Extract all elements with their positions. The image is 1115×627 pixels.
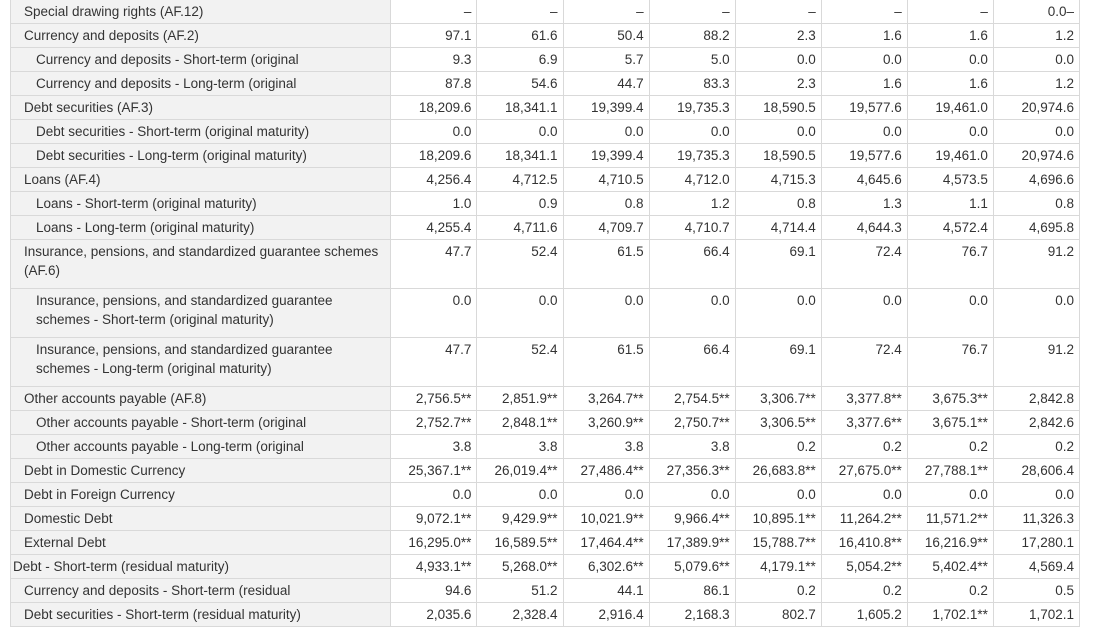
- value-cell: 19,735.3: [649, 144, 735, 168]
- value-cell: 0.0: [735, 289, 821, 338]
- value-cell: 27,486.4**: [563, 459, 649, 483]
- value-cell: 16,295.0**: [391, 531, 477, 555]
- value-cell: 0.0: [993, 289, 1079, 338]
- value-cell: 0.0: [735, 120, 821, 144]
- value-cell: 2,842.8: [993, 387, 1079, 411]
- row-label: Debt securities (AF.3): [11, 96, 391, 120]
- value-cell: 0.0: [907, 48, 993, 72]
- value-cell: 0.0: [907, 289, 993, 338]
- table-row: [11, 72, 1080, 96]
- value-cell: 3,260.9**: [563, 411, 649, 435]
- row-label: Insurance, pensions, and standardized guarantee schemes (AF.6): [11, 240, 391, 289]
- value-cell: 2,916.4: [563, 603, 649, 627]
- table-row: [11, 96, 1080, 120]
- value-cell: 802.7: [735, 603, 821, 627]
- value-cell: 16,589.5**: [477, 531, 563, 555]
- value-cell: –: [907, 0, 993, 24]
- value-cell: 9,966.4**: [649, 507, 735, 531]
- value-cell: 5.7: [563, 48, 649, 72]
- value-cell: 86.1: [649, 579, 735, 603]
- value-cell: 19,461.0: [907, 144, 993, 168]
- value-cell: 16,216.9**: [907, 531, 993, 555]
- value-cell: 19,577.6: [821, 144, 907, 168]
- value-cell: 0.2: [907, 435, 993, 459]
- value-cell: 11,571.2**: [907, 507, 993, 531]
- value-cell: 6.9: [477, 48, 563, 72]
- value-cell: 1.6: [907, 24, 993, 48]
- value-cell: 0.0: [821, 483, 907, 507]
- value-cell: 76.7: [907, 240, 993, 289]
- value-cell: –: [821, 0, 907, 24]
- value-cell: 1.6: [821, 72, 907, 96]
- row-label: Other accounts payable - Long-term (original: [11, 435, 391, 459]
- value-cell: 2,842.6: [993, 411, 1079, 435]
- value-cell: –: [563, 0, 649, 24]
- value-cell: 0.0: [821, 289, 907, 338]
- value-cell: 51.2: [477, 579, 563, 603]
- value-cell: 4,714.4: [735, 216, 821, 240]
- value-cell: 0.0: [649, 289, 735, 338]
- value-cell: 26,683.8**: [735, 459, 821, 483]
- value-cell: 4,255.4: [391, 216, 477, 240]
- value-cell: 0.5: [993, 579, 1079, 603]
- value-cell: 69.1: [735, 338, 821, 387]
- row-label: Other accounts payable - Short-term (original: [11, 411, 391, 435]
- value-cell: 66.4: [649, 338, 735, 387]
- value-cell: 50.4: [563, 24, 649, 48]
- value-cell: 3,377.6**: [821, 411, 907, 435]
- value-cell: 27,356.3**: [649, 459, 735, 483]
- value-cell: 44.1: [563, 579, 649, 603]
- table-row: [11, 0, 1080, 24]
- row-label: Special drawing rights (AF.12): [11, 0, 391, 24]
- value-cell: 0.8: [735, 192, 821, 216]
- value-cell: 2,756.5**: [391, 387, 477, 411]
- table-row: [11, 338, 1080, 387]
- value-cell: 1,605.2: [821, 603, 907, 627]
- value-cell: 11,264.2**: [821, 507, 907, 531]
- value-cell: 61.5: [563, 338, 649, 387]
- value-cell: 4,696.6: [993, 168, 1079, 192]
- value-cell: 1.0: [391, 192, 477, 216]
- value-cell: 0.2: [735, 435, 821, 459]
- value-cell: 4,709.7: [563, 216, 649, 240]
- row-label: Loans - Short-term (original maturity): [11, 192, 391, 216]
- value-cell: 0.0: [391, 120, 477, 144]
- value-cell: 44.7: [563, 72, 649, 96]
- value-cell: 4,569.4: [993, 555, 1079, 579]
- row-label: Debt in Domestic Currency: [11, 459, 391, 483]
- value-cell: 61.6: [477, 24, 563, 48]
- value-cell: 1,702.1**: [907, 603, 993, 627]
- value-cell: 0.2: [993, 435, 1079, 459]
- row-label: Loans - Long-term (original maturity): [11, 216, 391, 240]
- value-cell: 11,326.3: [993, 507, 1079, 531]
- table-row: [11, 579, 1080, 603]
- value-cell: 16,410.8**: [821, 531, 907, 555]
- value-cell: 91.2: [993, 338, 1079, 387]
- value-cell: 0.0: [391, 289, 477, 338]
- table-row: [11, 435, 1080, 459]
- value-cell: 0.0: [735, 483, 821, 507]
- row-label: Insurance, pensions, and standardized guarantee schemes - Short-term (original maturity): [11, 289, 391, 338]
- value-cell: 4,645.6: [821, 168, 907, 192]
- value-cell: 4,710.5: [563, 168, 649, 192]
- debt-data-table: [10, 0, 1080, 627]
- value-cell: 0.0: [477, 289, 563, 338]
- value-cell: 1.2: [993, 72, 1079, 96]
- value-cell: 3.8: [391, 435, 477, 459]
- value-cell: 5,054.2**: [821, 555, 907, 579]
- value-cell: 0.0: [993, 483, 1079, 507]
- value-cell: 4,695.8: [993, 216, 1079, 240]
- row-label: Loans (AF.4): [11, 168, 391, 192]
- value-cell: 3.8: [477, 435, 563, 459]
- value-cell: 18,341.1: [477, 96, 563, 120]
- value-cell: 20,974.6: [993, 144, 1079, 168]
- value-cell: 0.0: [563, 120, 649, 144]
- value-cell: 1.1: [907, 192, 993, 216]
- value-cell: 0.0: [649, 483, 735, 507]
- table-row: [11, 507, 1080, 531]
- value-cell: 66.4: [649, 240, 735, 289]
- value-cell: 0.8: [563, 192, 649, 216]
- value-cell: 6,302.6**: [563, 555, 649, 579]
- table-row: [11, 168, 1080, 192]
- value-cell: 52.4: [477, 240, 563, 289]
- table-row: [11, 289, 1080, 338]
- value-cell: 83.3: [649, 72, 735, 96]
- value-cell: 19,399.4: [563, 96, 649, 120]
- value-cell: 1.2: [649, 192, 735, 216]
- debt-table-body: [11, 0, 1080, 627]
- value-cell: 4,179.1**: [735, 555, 821, 579]
- table-row: [11, 192, 1080, 216]
- row-label: Currency and deposits - Short-term (original: [11, 48, 391, 72]
- value-cell: 18,590.5: [735, 144, 821, 168]
- value-cell: 0.8: [993, 192, 1079, 216]
- value-cell: 2,750.7**: [649, 411, 735, 435]
- value-cell: 5,268.0**: [477, 555, 563, 579]
- value-cell: 2,754.5**: [649, 387, 735, 411]
- value-cell: 4,933.1**: [391, 555, 477, 579]
- value-cell: 3,675.1**: [907, 411, 993, 435]
- row-label: Debt securities - Short-term (residual maturity): [11, 603, 391, 627]
- value-cell: 54.6: [477, 72, 563, 96]
- value-cell: 4,573.5: [907, 168, 993, 192]
- value-cell: 3,675.3**: [907, 387, 993, 411]
- value-cell: –: [649, 0, 735, 24]
- table-row: [11, 48, 1080, 72]
- table-row: [11, 120, 1080, 144]
- value-cell: 17,280.1: [993, 531, 1079, 555]
- row-label: Domestic Debt: [11, 507, 391, 531]
- table-row: [11, 216, 1080, 240]
- value-cell: 88.2: [649, 24, 735, 48]
- value-cell: 25,367.1**: [391, 459, 477, 483]
- row-label: External Debt: [11, 531, 391, 555]
- value-cell: 26,019.4**: [477, 459, 563, 483]
- value-cell: 4,712.5: [477, 168, 563, 192]
- value-cell: 1.3: [821, 192, 907, 216]
- table-row: [11, 240, 1080, 289]
- value-cell: 0.0: [821, 48, 907, 72]
- value-cell: 9,429.9**: [477, 507, 563, 531]
- value-cell: 0.0–: [993, 0, 1079, 24]
- value-cell: 9.3: [391, 48, 477, 72]
- value-cell: 91.2: [993, 240, 1079, 289]
- value-cell: 2,035.6: [391, 603, 477, 627]
- value-cell: 10,021.9**: [563, 507, 649, 531]
- value-cell: 0.0: [735, 48, 821, 72]
- value-cell: 0.2: [821, 579, 907, 603]
- value-cell: 0.2: [907, 579, 993, 603]
- row-label: Insurance, pensions, and standardized guarantee schemes - Long-term (original maturity): [11, 338, 391, 387]
- row-label: Debt - Short-term (residual maturity): [11, 555, 391, 579]
- value-cell: 5,402.4**: [907, 555, 993, 579]
- value-cell: 1.2: [993, 24, 1079, 48]
- value-cell: 0.0: [993, 120, 1079, 144]
- value-cell: 5.0: [649, 48, 735, 72]
- value-cell: 2,752.7**: [391, 411, 477, 435]
- value-cell: 19,735.3: [649, 96, 735, 120]
- value-cell: 47.7: [391, 338, 477, 387]
- row-label: Currency and deposits (AF.2): [11, 24, 391, 48]
- value-cell: 19,577.6: [821, 96, 907, 120]
- value-cell: –: [735, 0, 821, 24]
- value-cell: 0.0: [821, 120, 907, 144]
- table-row: [11, 411, 1080, 435]
- value-cell: 0.0: [391, 483, 477, 507]
- value-cell: 97.1: [391, 24, 477, 48]
- table-row: [11, 603, 1080, 627]
- value-cell: 0.0: [649, 120, 735, 144]
- table-row: [11, 24, 1080, 48]
- value-cell: 94.6: [391, 579, 477, 603]
- value-cell: 3,377.8**: [821, 387, 907, 411]
- value-cell: –: [391, 0, 477, 24]
- value-cell: –: [477, 0, 563, 24]
- value-cell: 0.2: [735, 579, 821, 603]
- row-label: Currency and deposits - Short-term (residual: [11, 579, 391, 603]
- value-cell: 2,848.1**: [477, 411, 563, 435]
- value-cell: 17,389.9**: [649, 531, 735, 555]
- value-cell: 72.4: [821, 338, 907, 387]
- value-cell: 0.2: [821, 435, 907, 459]
- row-label: Currency and deposits - Long-term (original: [11, 72, 391, 96]
- value-cell: 4,711.6: [477, 216, 563, 240]
- value-cell: 10,895.1**: [735, 507, 821, 531]
- value-cell: 15,788.7**: [735, 531, 821, 555]
- row-label: Debt securities - Long-term (original maturity): [11, 144, 391, 168]
- value-cell: 9,072.1**: [391, 507, 477, 531]
- value-cell: 76.7: [907, 338, 993, 387]
- row-label: Other accounts payable (AF.8): [11, 387, 391, 411]
- value-cell: 17,464.4**: [563, 531, 649, 555]
- value-cell: 5,079.6**: [649, 555, 735, 579]
- value-cell: 27,788.1**: [907, 459, 993, 483]
- value-cell: 87.8: [391, 72, 477, 96]
- value-cell: 69.1: [735, 240, 821, 289]
- table-row: [11, 459, 1080, 483]
- row-label: Debt securities - Short-term (original maturity): [11, 120, 391, 144]
- value-cell: 2.3: [735, 24, 821, 48]
- value-cell: 4,572.4: [907, 216, 993, 240]
- value-cell: 1.6: [907, 72, 993, 96]
- value-cell: 4,715.3: [735, 168, 821, 192]
- value-cell: 18,209.6: [391, 144, 477, 168]
- value-cell: 0.0: [907, 483, 993, 507]
- table-row: [11, 555, 1080, 579]
- value-cell: 3,306.7**: [735, 387, 821, 411]
- value-cell: 61.5: [563, 240, 649, 289]
- table-row: [11, 144, 1080, 168]
- table-row: [11, 483, 1080, 507]
- value-cell: 3.8: [649, 435, 735, 459]
- value-cell: 4,710.7: [649, 216, 735, 240]
- value-cell: 19,461.0: [907, 96, 993, 120]
- value-cell: 0.0: [563, 483, 649, 507]
- value-cell: 0.0: [993, 48, 1079, 72]
- value-cell: 3.8: [563, 435, 649, 459]
- value-cell: 2,168.3: [649, 603, 735, 627]
- value-cell: 4,712.0: [649, 168, 735, 192]
- value-cell: 1,702.1: [993, 603, 1079, 627]
- value-cell: 18,341.1: [477, 144, 563, 168]
- value-cell: 18,209.6: [391, 96, 477, 120]
- value-cell: 0.0: [907, 120, 993, 144]
- value-cell: 20,974.6: [993, 96, 1079, 120]
- value-cell: 4,644.3: [821, 216, 907, 240]
- value-cell: 4,256.4: [391, 168, 477, 192]
- value-cell: 47.7: [391, 240, 477, 289]
- value-cell: 0.9: [477, 192, 563, 216]
- value-cell: 28,606.4: [993, 459, 1079, 483]
- value-cell: 27,675.0**: [821, 459, 907, 483]
- table-row: [11, 387, 1080, 411]
- value-cell: 72.4: [821, 240, 907, 289]
- table-row: [11, 531, 1080, 555]
- value-cell: 1.6: [821, 24, 907, 48]
- value-cell: 0.0: [477, 483, 563, 507]
- debt-table-container: [10, 0, 1090, 627]
- value-cell: 19,399.4: [563, 144, 649, 168]
- value-cell: 3,264.7**: [563, 387, 649, 411]
- value-cell: 3,306.5**: [735, 411, 821, 435]
- value-cell: 2,328.4: [477, 603, 563, 627]
- value-cell: 0.0: [563, 289, 649, 338]
- value-cell: 2.3: [735, 72, 821, 96]
- row-label: Debt in Foreign Currency: [11, 483, 391, 507]
- value-cell: 0.0: [477, 120, 563, 144]
- value-cell: 18,590.5: [735, 96, 821, 120]
- value-cell: 52.4: [477, 338, 563, 387]
- value-cell: 2,851.9**: [477, 387, 563, 411]
